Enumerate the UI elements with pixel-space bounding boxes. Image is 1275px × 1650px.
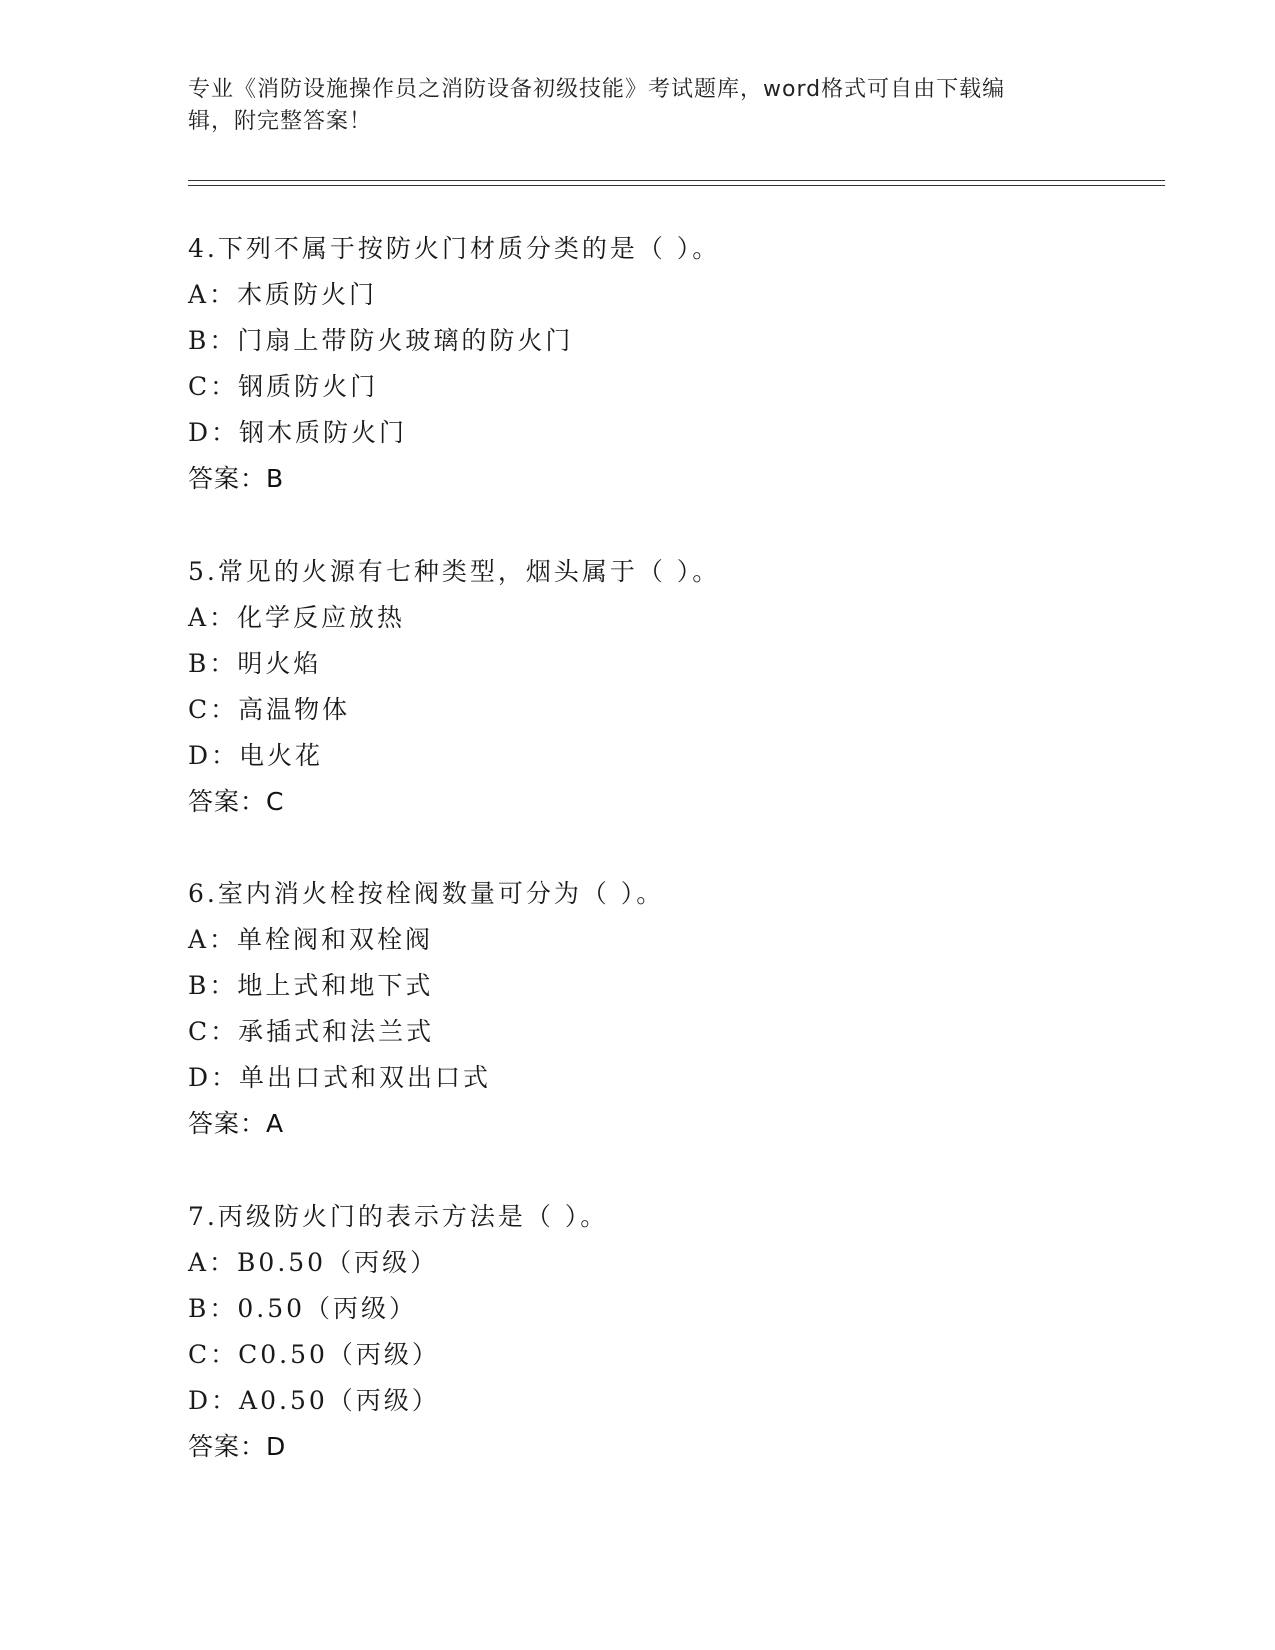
option-b: B：地上式和地下式 [188, 971, 434, 1000]
option-c: C：C0.50（丙级） [188, 1340, 440, 1369]
header-divider-top [188, 180, 1165, 181]
option-c: C：承插式和法兰式 [188, 1017, 435, 1046]
option-d: D：单出口式和双出口式 [188, 1063, 492, 1092]
option-a: A：化学反应放热 [188, 603, 406, 632]
question-block [188, 549, 1088, 825]
question-stem: 4.下列不属于按防火门材质分类的是（ ）。 [188, 234, 721, 263]
option-c: C：高温物体 [188, 695, 351, 724]
option-d: D：A0.50（丙级） [188, 1386, 440, 1415]
option-a: A：B0.50（丙级） [188, 1248, 439, 1277]
question-stem: 7.丙级防火门的表示方法是（ ）。 [188, 1202, 609, 1231]
answer-line: 答案：B [188, 464, 285, 493]
answer-line: 答案：A [188, 1109, 285, 1138]
question-block [188, 871, 1088, 1147]
option-b: B：0.50（丙级） [188, 1294, 418, 1323]
option-c: C：钢质防火门 [188, 372, 379, 401]
option-a: A：单栓阀和双栓阀 [188, 925, 434, 954]
header-divider-bottom [188, 185, 1165, 186]
document-header [188, 74, 1068, 138]
header-line-1: 专业《消防设施操作员之消防设备初级技能》考试题库，word格式可自由下载编 [188, 77, 1006, 102]
answer-line: 答案：D [188, 1432, 287, 1461]
option-d: D：钢木质防火门 [188, 418, 408, 447]
option-b: B：门扇上带防火玻璃的防火门 [188, 326, 574, 355]
option-a: A：木质防火门 [188, 280, 378, 309]
header-line-2: 辑，附完整答案！ [188, 109, 373, 134]
question-block [188, 226, 1088, 502]
answer-line: 答案：C [188, 787, 285, 816]
question-block [188, 1194, 1088, 1470]
question-stem: 6.室内消火栓按栓阀数量可分为（ ）。 [188, 879, 665, 908]
option-b: B：明火焰 [188, 649, 322, 678]
question-stem: 5.常见的火源有七种类型，烟头属于（ ）。 [188, 557, 721, 586]
option-d: D：电火花 [188, 741, 324, 770]
